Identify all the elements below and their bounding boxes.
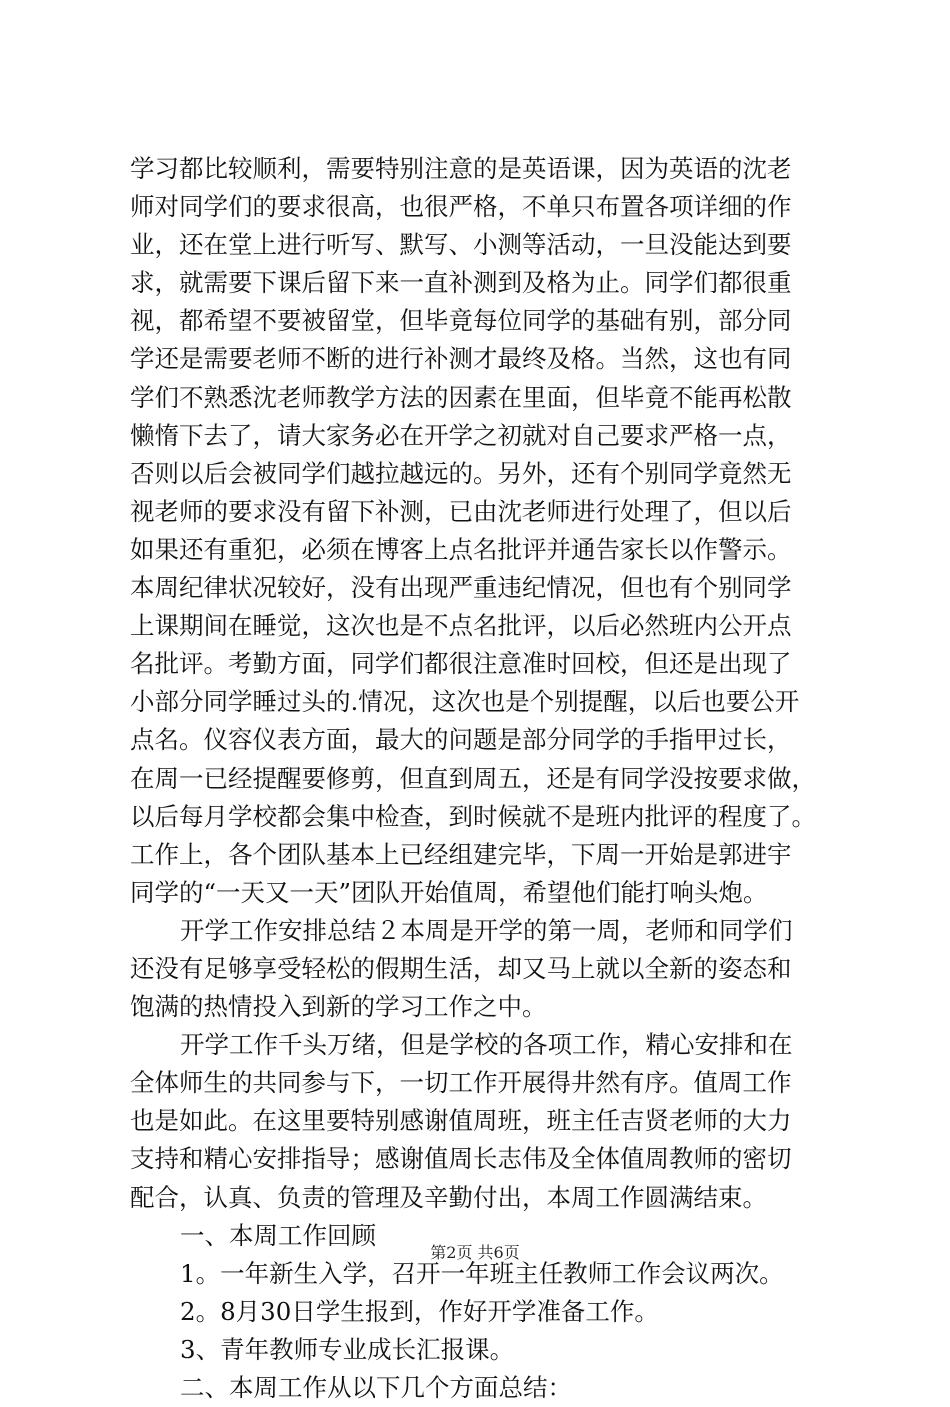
text-line: 视老师的要求没有留下补测，已由沈老师进行处理了，但以后 (130, 496, 792, 526)
text-line: 点名。仪容仪表方面，最大的问题是部分同学的手指甲过长， (130, 725, 792, 755)
text-line: 否则以后会被同学们越拉越远的。另外，还有个别同学竟然无 (130, 458, 792, 488)
text-line: 学还是需要老师不断的进行补测才最终及格。当然，这也有同 (130, 344, 792, 374)
text-line: 也是如此。在这里要特别感谢值周班，班主任吉贤老师的大力 (130, 1106, 792, 1136)
page-number: 第2页 共6页 (430, 1243, 520, 1262)
paragraph-start: 开学工作安排总结２本周是开学的第一周，老师和同学们 (180, 915, 793, 945)
text-line: 饱满的热情投入到新的学习工作之中。 (130, 992, 547, 1022)
list-item: 1。一年新生入学，召开一年班主任教师工作会议两次。 (180, 1258, 784, 1288)
text-line: 小部分同学睡过头的.情况，这次也是个别提醒，以后也要公开 (130, 687, 800, 717)
paragraph-start: 开学工作千头万绪，但是学校的各项工作，精心安排和在 (180, 1030, 793, 1060)
text-line: 上课期间在睡觉，这次也是不点名批评，以后必然班内公开点 (130, 611, 792, 641)
text-line: 学们不熟悉沈老师教学方法的因素在里面，但毕竟不能再松散 (130, 382, 792, 412)
list-item: 3、青年教师专业成长汇报课。 (180, 1334, 515, 1364)
section-heading: 二、本周工作从以下几个方面总结： (180, 1373, 572, 1402)
text-line: 名批评。考勤方面，同学们都很注意准时回校，但还是出现了 (130, 649, 792, 679)
text-line: 学习都比较顺利，需要特别注意的是英语课，因为英语的沈老 (130, 154, 792, 183)
text-line: 以后每月学校都会集中检查，到时候就不是班内批评的程度了。 (130, 801, 816, 831)
text-line: 求，就需要下课后留下来一直补测到及格为止。同学们都很重 (130, 268, 792, 298)
text-line: 懒惰下去了，请大家务必在开学之初就对自己要求严格一点， (130, 420, 792, 450)
text-line: 业，还在堂上进行听写、默写、小测等活动，一旦没能达到要 (130, 230, 792, 260)
text-line: 本周纪律状况较好，没有出现严重违纪情况，但也有个别同学 (130, 573, 792, 603)
section-heading: 一、本周工作回顾 (180, 1220, 376, 1250)
text-line: 还没有足够享受轻松的假期生活，却又马上就以全新的姿态和 (130, 953, 792, 983)
text-line: 配合，认真、负责的管理及辛勤付出，本周工作圆满结束。 (130, 1182, 767, 1212)
text-line: 支持和精心安排指导；感谢值周长志伟及全体值周教师的密切 (130, 1144, 792, 1174)
text-line: 如果还有重犯，必须在博客上点名批评并通告家长以作警示。 (130, 534, 792, 564)
text-line: 工作上，各个团队基本上已经组建完毕，下周一开始是郭进宇 (130, 839, 792, 869)
list-item: 2。8月30日学生报到，作好开学准备工作。 (180, 1296, 659, 1326)
text-line: 视，都希望不要被留堂，但毕竟每位同学的基础有别，部分同 (130, 306, 792, 336)
text-line: 师对同学们的要求很高，也很严格，不单只布置各项详细的作 (130, 192, 792, 222)
text-line: 在周一已经提醒要修剪，但直到周五，还是有同学没按要求做， (130, 763, 816, 793)
text-line: 全体师生的共同参与下，一切工作开展得井然有序。值周工作 (130, 1068, 792, 1098)
body-text (130, 150, 830, 1407)
text-line: 同学的“一天又一天”团队开始值周，希望他们能打响头炮。 (130, 877, 768, 907)
